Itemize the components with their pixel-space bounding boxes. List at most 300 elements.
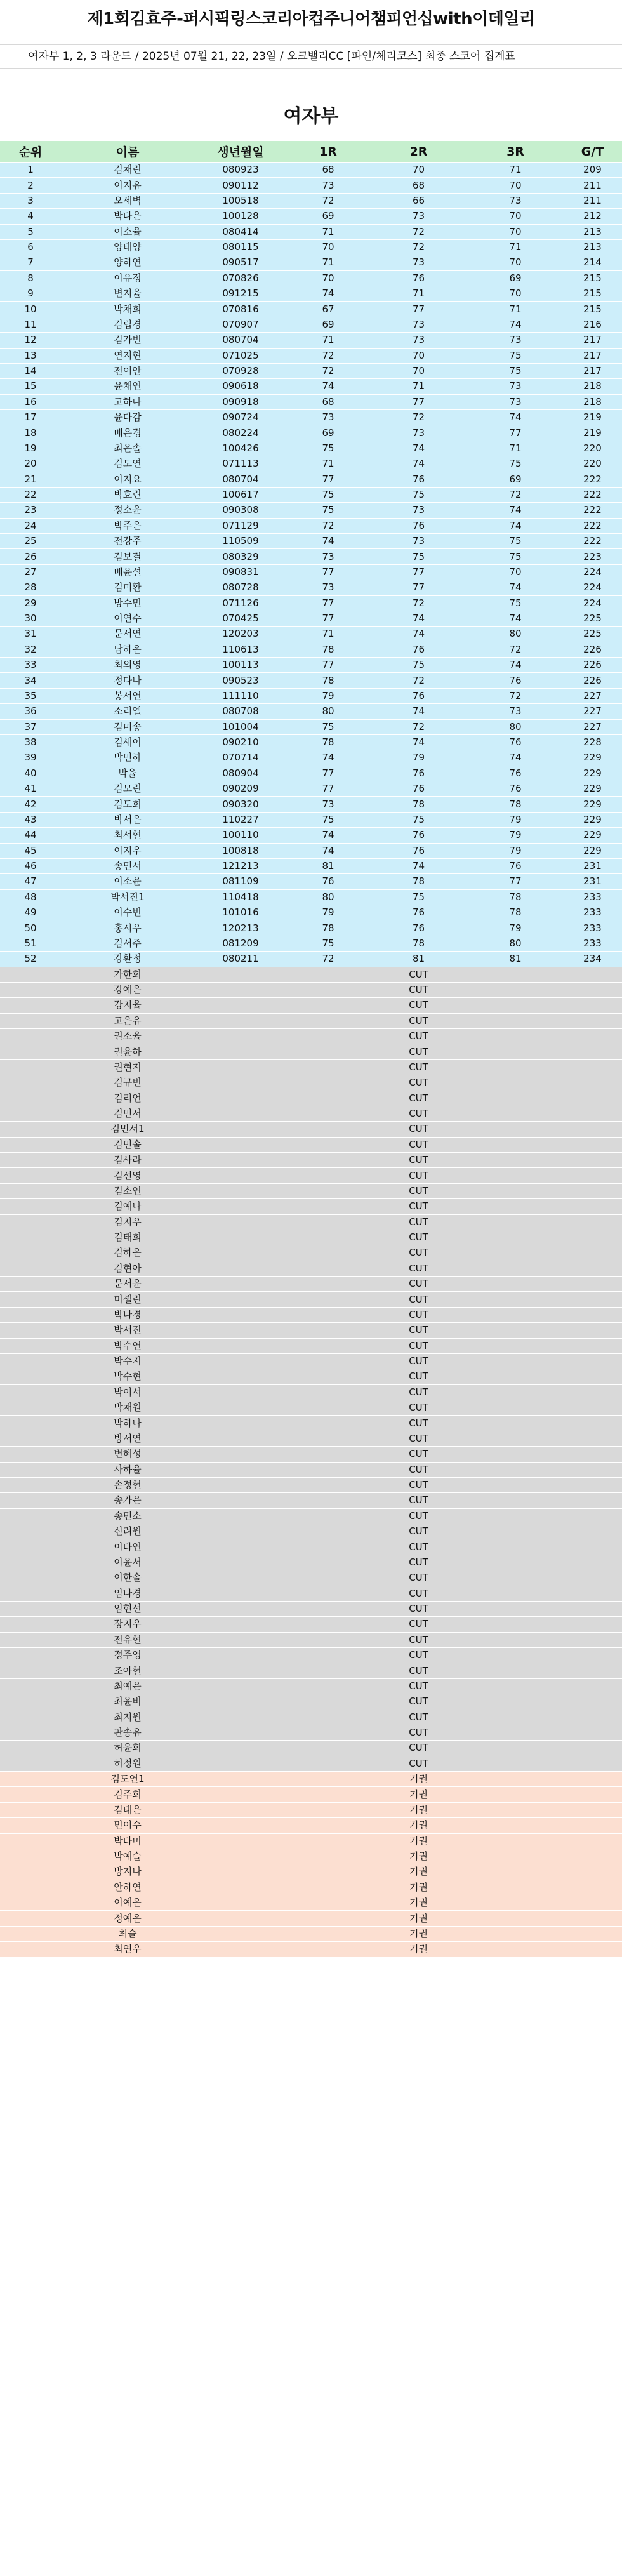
cell-gross-total: [563, 1663, 622, 1678]
cell-rank: [0, 1895, 61, 1911]
cell-round2: 73: [369, 317, 468, 332]
cell-round3: [468, 1663, 563, 1678]
cell-rank: [0, 998, 61, 1013]
cell-name: 변혜성: [61, 1447, 194, 1462]
cell-name: 민이수: [61, 1818, 194, 1833]
cell-round2: CUT: [369, 1555, 468, 1570]
cell-round2: 77: [369, 564, 468, 580]
cell-round3: [468, 1199, 563, 1214]
cell-rank: [0, 1864, 61, 1880]
cell-gross-total: [563, 1710, 622, 1725]
cell-rank: 5: [0, 224, 61, 239]
cell-birthdate: [194, 1183, 287, 1198]
cell-round3: 73: [468, 379, 563, 394]
cell-gross-total: [563, 1447, 622, 1462]
cell-birthdate: 080115: [194, 239, 287, 255]
cell-round2: CUT: [369, 1106, 468, 1121]
cell-birthdate: 070425: [194, 611, 287, 626]
cell-name: 신려원: [61, 1524, 194, 1539]
cell-rank: [0, 1586, 61, 1601]
cell-rank: 32: [0, 642, 61, 657]
cell-name: 최은솔: [61, 441, 194, 456]
cell-rank: [0, 1632, 61, 1647]
table-row: [0, 781, 622, 797]
cell-round3: [468, 1508, 563, 1524]
cell-rank: 23: [0, 503, 61, 518]
cell-birthdate: 080704: [194, 333, 287, 348]
cell-rank: 43: [0, 812, 61, 827]
table-row: [0, 472, 622, 487]
table-row: [0, 858, 622, 873]
cell-round1: [287, 1338, 369, 1353]
table-row-cut: [0, 1741, 622, 1756]
cell-gross-total: [563, 1741, 622, 1756]
table-row: [0, 843, 622, 858]
cell-round3: 71: [468, 239, 563, 255]
cell-name: 김민서: [61, 1106, 194, 1121]
cell-gross-total: 216: [563, 317, 622, 332]
cell-round2: CUT: [369, 1725, 468, 1740]
cell-round3: [468, 1818, 563, 1833]
cell-birthdate: [194, 1539, 287, 1555]
cell-name: 이지유: [61, 178, 194, 193]
cell-round2: 76: [369, 688, 468, 703]
table-row-cut: [0, 1168, 622, 1183]
cell-birthdate: 110418: [194, 889, 287, 905]
cell-round1: [287, 982, 369, 997]
cell-birthdate: [194, 1880, 287, 1895]
table-row-cut: [0, 1183, 622, 1198]
cell-round3: [468, 1029, 563, 1044]
cell-rank: 13: [0, 348, 61, 363]
cell-round1: [287, 1013, 369, 1028]
cell-rank: 40: [0, 766, 61, 781]
cell-birthdate: 080704: [194, 472, 287, 487]
cell-round1: [287, 1570, 369, 1586]
cell-gross-total: [563, 1214, 622, 1230]
table-row-cut: [0, 1632, 622, 1647]
cell-gross-total: 223: [563, 549, 622, 564]
cell-round1: 74: [287, 750, 369, 766]
cell-name: 권소율: [61, 1029, 194, 1044]
table-row: [0, 766, 622, 781]
cell-round2: 기권: [369, 1849, 468, 1864]
cell-round2: 기권: [369, 1818, 468, 1833]
cell-name: 김미환: [61, 580, 194, 595]
cell-round1: [287, 1447, 369, 1462]
cell-round3: [468, 1586, 563, 1601]
cell-round3: 74: [468, 580, 563, 595]
cell-birthdate: [194, 1369, 287, 1384]
cell-round1: 72: [287, 952, 369, 967]
cell-gross-total: 227: [563, 704, 622, 719]
cell-gross-total: 213: [563, 224, 622, 239]
cell-name: 강지율: [61, 998, 194, 1013]
cell-gross-total: [563, 1277, 622, 1292]
cell-rank: [0, 1802, 61, 1817]
cell-birthdate: 100113: [194, 658, 287, 673]
cell-round1: [287, 1369, 369, 1384]
cell-rank: [0, 1570, 61, 1586]
cell-round3: [468, 1741, 563, 1756]
cell-round2: CUT: [369, 1384, 468, 1400]
cell-round2: 기권: [369, 1942, 468, 1957]
table-row: [0, 286, 622, 302]
cell-name: 이수빈: [61, 905, 194, 920]
cell-round3: [468, 1400, 563, 1416]
table-row-cut: [0, 1524, 622, 1539]
cell-round3: 69: [468, 472, 563, 487]
table-row-cut: [0, 1122, 622, 1137]
table-row: [0, 224, 622, 239]
cell-round2: 76: [369, 472, 468, 487]
cell-round1: [287, 1214, 369, 1230]
table-row-cut: [0, 1230, 622, 1245]
cell-gross-total: 220: [563, 441, 622, 456]
cell-round3: [468, 1059, 563, 1075]
cell-round3: 72: [468, 487, 563, 502]
cell-gross-total: [563, 1230, 622, 1245]
cell-name: 김규빈: [61, 1075, 194, 1091]
cell-birthdate: [194, 1818, 287, 1833]
cell-rank: 20: [0, 456, 61, 472]
cell-round3: [468, 1153, 563, 1168]
cell-name: 장지우: [61, 1617, 194, 1632]
table-row: [0, 178, 622, 193]
table-row: [0, 549, 622, 564]
cell-gross-total: 229: [563, 812, 622, 827]
cell-birthdate: [194, 1214, 287, 1230]
cell-gross-total: 229: [563, 843, 622, 858]
cell-round3: [468, 1183, 563, 1198]
cell-round2: 기권: [369, 1787, 468, 1802]
cell-birthdate: 080224: [194, 425, 287, 441]
cell-round2: CUT: [369, 1431, 468, 1446]
cell-rank: 52: [0, 952, 61, 967]
cell-rank: [0, 1431, 61, 1446]
cell-round2: 74: [369, 858, 468, 873]
table-row-cut: [0, 967, 622, 982]
table-row-cut: [0, 1277, 622, 1292]
cell-birthdate: 121213: [194, 858, 287, 873]
cell-round1: 71: [287, 224, 369, 239]
cell-round2: CUT: [369, 1307, 468, 1322]
cell-round1: 77: [287, 658, 369, 673]
cell-round3: 74: [468, 410, 563, 425]
cell-round3: [468, 1539, 563, 1555]
cell-rank: 37: [0, 719, 61, 734]
cell-gross-total: 222: [563, 534, 622, 549]
table-row-cut: [0, 1462, 622, 1477]
cell-gross-total: [563, 1601, 622, 1616]
cell-round1: [287, 1508, 369, 1524]
table-row-cut: [0, 1059, 622, 1075]
cell-round3: 70: [468, 209, 563, 224]
cell-round3: [468, 1168, 563, 1183]
cell-gross-total: 217: [563, 333, 622, 348]
cell-round2: 70: [369, 363, 468, 378]
cell-gross-total: 228: [563, 734, 622, 750]
cell-gross-total: 222: [563, 472, 622, 487]
cell-round3: [468, 1277, 563, 1292]
cell-birthdate: [194, 1245, 287, 1261]
cell-round1: [287, 1802, 369, 1817]
cell-rank: [0, 1710, 61, 1725]
cell-round2: 72: [369, 673, 468, 688]
cell-name: 조아현: [61, 1663, 194, 1678]
cell-rank: [0, 1230, 61, 1245]
cell-round3: [468, 1477, 563, 1492]
cell-round2: CUT: [369, 1617, 468, 1632]
table-row-cut: [0, 1586, 622, 1601]
cell-birthdate: 101016: [194, 905, 287, 920]
cell-round2: CUT: [369, 1261, 468, 1276]
cell-gross-total: 215: [563, 270, 622, 286]
cell-name: 김태희: [61, 1230, 194, 1245]
cell-rank: 42: [0, 797, 61, 812]
table-row-cut: [0, 1710, 622, 1725]
cell-rank: 51: [0, 936, 61, 951]
cell-round1: 79: [287, 905, 369, 920]
cell-round3: 75: [468, 348, 563, 363]
table-row-withdrawn: [0, 1926, 622, 1941]
cell-name: 사하율: [61, 1462, 194, 1477]
cell-rank: [0, 1555, 61, 1570]
cell-rank: [0, 1818, 61, 1833]
cell-round3: [468, 1942, 563, 1957]
cell-gross-total: [563, 1880, 622, 1895]
cell-round2: 74: [369, 441, 468, 456]
cell-round1: [287, 1230, 369, 1245]
cell-round3: [468, 1137, 563, 1152]
cell-round3: 75: [468, 534, 563, 549]
cell-rank: 38: [0, 734, 61, 750]
table-row-cut: [0, 998, 622, 1013]
cell-round2: 기권: [369, 1880, 468, 1895]
table-row-cut: [0, 1663, 622, 1678]
cell-round3: [468, 1895, 563, 1911]
cell-round1: [287, 1632, 369, 1647]
cell-birthdate: 101004: [194, 719, 287, 734]
cell-gross-total: 211: [563, 193, 622, 208]
cell-rank: [0, 1772, 61, 1787]
cell-rank: 41: [0, 781, 61, 797]
cell-rank: 25: [0, 534, 61, 549]
cell-name: 가한희: [61, 967, 194, 982]
table-row-cut: [0, 1617, 622, 1632]
table-row: [0, 302, 622, 317]
table-row-cut: [0, 1539, 622, 1555]
cell-gross-total: 215: [563, 302, 622, 317]
table-row: [0, 797, 622, 812]
cell-birthdate: [194, 1384, 287, 1400]
cell-gross-total: [563, 1013, 622, 1028]
cell-name: 봉서연: [61, 688, 194, 703]
cell-gross-total: [563, 1044, 622, 1059]
cell-round1: [287, 1245, 369, 1261]
cell-gross-total: 222: [563, 518, 622, 533]
table-row: [0, 425, 622, 441]
cell-round2: CUT: [369, 1539, 468, 1555]
cell-name: 박이서: [61, 1384, 194, 1400]
cell-name: 문서윤: [61, 1277, 194, 1292]
cell-gross-total: [563, 1323, 622, 1338]
cell-birthdate: [194, 967, 287, 982]
table-row: [0, 905, 622, 920]
cell-birthdate: 120203: [194, 627, 287, 642]
cell-round2: CUT: [369, 1416, 468, 1431]
cell-name: 송민서: [61, 858, 194, 873]
header-round3: 3R: [468, 141, 563, 163]
cell-birthdate: 090918: [194, 394, 287, 409]
table-row-withdrawn: [0, 1911, 622, 1926]
cell-name: 박예슬: [61, 1849, 194, 1864]
table-row: [0, 193, 622, 208]
table-row: [0, 518, 622, 533]
cell-birthdate: 100818: [194, 843, 287, 858]
cell-round3: [468, 1091, 563, 1106]
cell-round2: 73: [369, 255, 468, 270]
cell-round2: CUT: [369, 1153, 468, 1168]
cell-round2: 78: [369, 874, 468, 889]
cell-round2: CUT: [369, 1013, 468, 1028]
cell-rank: 21: [0, 472, 61, 487]
cell-birthdate: 090210: [194, 734, 287, 750]
cell-round3: 71: [468, 163, 563, 178]
cell-birthdate: [194, 1663, 287, 1678]
cell-round3: 70: [468, 178, 563, 193]
cell-gross-total: [563, 1648, 622, 1663]
cell-name: 김주희: [61, 1787, 194, 1802]
cell-gross-total: 222: [563, 503, 622, 518]
cell-round2: 81: [369, 952, 468, 967]
cell-gross-total: [563, 1369, 622, 1384]
table-row-cut: [0, 1106, 622, 1121]
cell-gross-total: [563, 1694, 622, 1710]
table-row-cut: [0, 1400, 622, 1416]
cell-round3: [468, 1570, 563, 1586]
cell-gross-total: 215: [563, 286, 622, 302]
cell-birthdate: [194, 1431, 287, 1446]
cell-name: 박수연: [61, 1338, 194, 1353]
cell-birthdate: [194, 1059, 287, 1075]
cell-round2: 기권: [369, 1833, 468, 1849]
cell-birthdate: 071113: [194, 456, 287, 472]
table-row-cut: [0, 1694, 622, 1710]
cell-gross-total: 213: [563, 239, 622, 255]
cell-gross-total: [563, 1678, 622, 1694]
cell-gross-total: [563, 1756, 622, 1771]
cell-rank: 7: [0, 255, 61, 270]
cell-round2: 74: [369, 456, 468, 472]
cell-round1: [287, 1137, 369, 1152]
cell-gross-total: [563, 1864, 622, 1880]
table-row: [0, 673, 622, 688]
cell-gross-total: 226: [563, 642, 622, 657]
page-title: 제1회김효주-퍼시픽링스코리아컵주니어챔피언십with이데일리: [87, 10, 535, 29]
cell-round1: 80: [287, 889, 369, 905]
cell-round1: [287, 1524, 369, 1539]
table-row-cut: [0, 1725, 622, 1740]
cell-rank: 14: [0, 363, 61, 378]
cell-round1: 77: [287, 472, 369, 487]
cell-round1: [287, 1710, 369, 1725]
table-body: [0, 163, 622, 1957]
cell-round2: CUT: [369, 1059, 468, 1075]
cell-gross-total: 229: [563, 797, 622, 812]
cell-gross-total: 218: [563, 394, 622, 409]
cell-rank: [0, 1880, 61, 1895]
cell-round1: 67: [287, 302, 369, 317]
cell-birthdate: [194, 1694, 287, 1710]
table-row: [0, 658, 622, 673]
cell-round1: 75: [287, 503, 369, 518]
cell-round1: 69: [287, 317, 369, 332]
cell-gross-total: [563, 1772, 622, 1787]
cell-name: 이연수: [61, 611, 194, 626]
cell-name: 미셸린: [61, 1292, 194, 1307]
table-row-cut: [0, 1384, 622, 1400]
cell-birthdate: 100110: [194, 828, 287, 843]
cell-name: 소리엘: [61, 704, 194, 719]
cell-name: 김민서1: [61, 1122, 194, 1137]
cell-round1: [287, 1029, 369, 1044]
cell-round3: 70: [468, 564, 563, 580]
cell-gross-total: [563, 1059, 622, 1075]
cell-name: 배은경: [61, 425, 194, 441]
cell-birthdate: [194, 1261, 287, 1276]
table-row-cut: [0, 1508, 622, 1524]
cell-gross-total: [563, 1555, 622, 1570]
cell-round3: 74: [468, 611, 563, 626]
cell-round3: [468, 967, 563, 982]
cell-round1: 70: [287, 239, 369, 255]
cell-name: 정예은: [61, 1911, 194, 1926]
cell-birthdate: [194, 1168, 287, 1183]
cell-gross-total: [563, 1307, 622, 1322]
cell-rank: 45: [0, 843, 61, 858]
cell-name: 최연우: [61, 1942, 194, 1957]
cell-birthdate: [194, 982, 287, 997]
table-row-cut: [0, 1029, 622, 1044]
cell-birthdate: [194, 1493, 287, 1508]
cell-round3: 74: [468, 750, 563, 766]
cell-gross-total: 233: [563, 889, 622, 905]
cell-round1: 77: [287, 781, 369, 797]
cell-birthdate: 090618: [194, 379, 287, 394]
cell-name: 김모린: [61, 781, 194, 797]
cell-birthdate: [194, 1586, 287, 1601]
cell-name: 박하나: [61, 1416, 194, 1431]
cell-birthdate: 080414: [194, 224, 287, 239]
cell-gross-total: [563, 1416, 622, 1431]
cell-gross-total: [563, 1400, 622, 1416]
cell-round3: 78: [468, 797, 563, 812]
cell-name: 강예은: [61, 982, 194, 997]
cell-round2: 75: [369, 549, 468, 564]
cell-gross-total: 227: [563, 719, 622, 734]
cell-round2: 기권: [369, 1926, 468, 1941]
cell-name: 박채희: [61, 302, 194, 317]
cell-birthdate: [194, 1416, 287, 1431]
table-row: [0, 750, 622, 766]
cell-birthdate: [194, 1199, 287, 1214]
cell-round1: 71: [287, 627, 369, 642]
cell-birthdate: [194, 1277, 287, 1292]
table-row: [0, 611, 622, 626]
cell-round1: [287, 1431, 369, 1446]
header-round2: 2R: [369, 141, 468, 163]
